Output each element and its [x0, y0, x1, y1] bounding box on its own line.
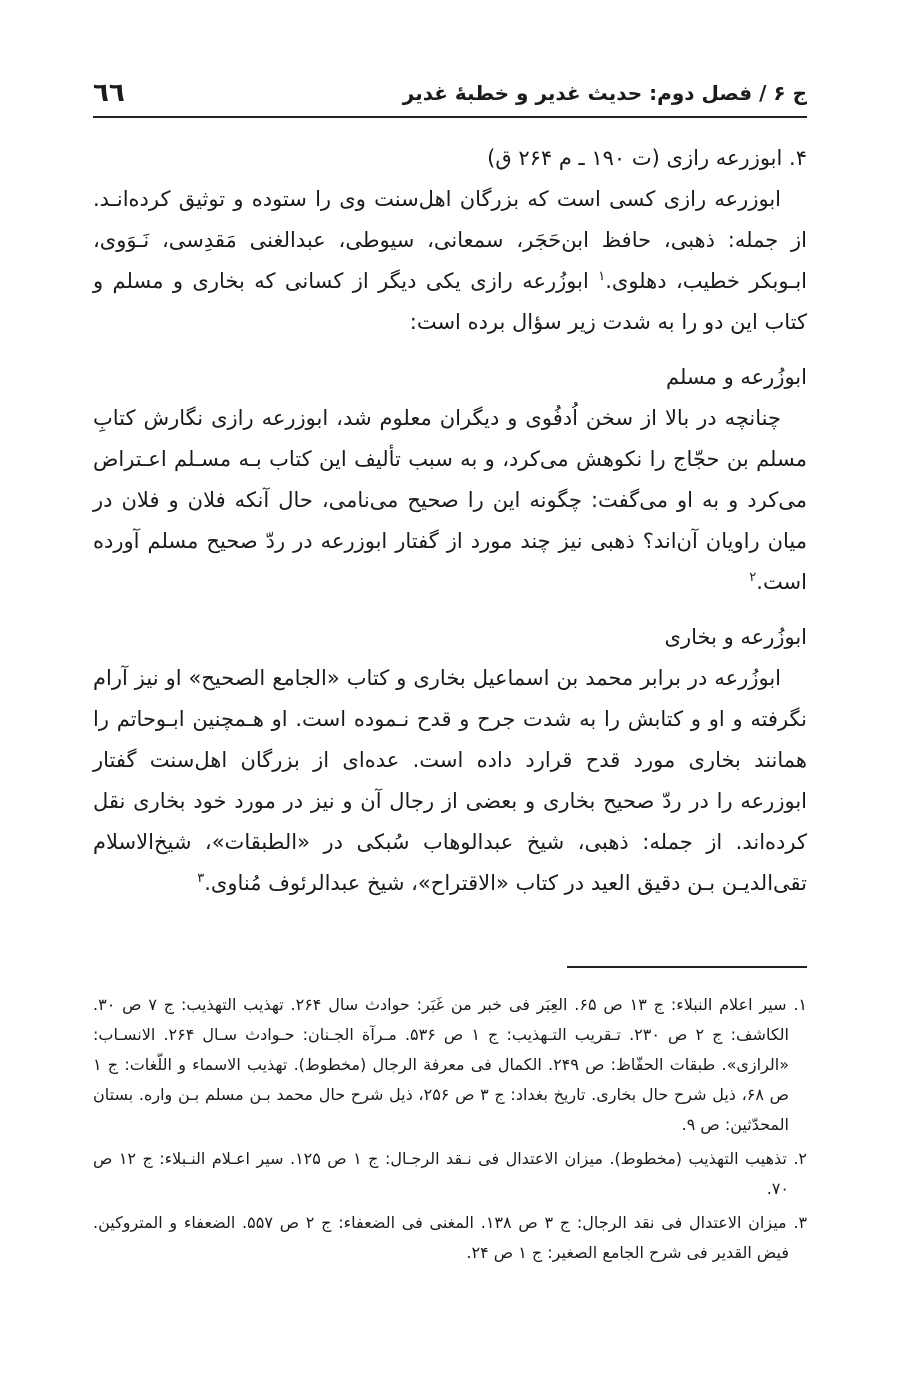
footnote-divider	[567, 966, 807, 968]
paragraph-text-cont: ابوزُرعه رازی یکی دیگر از کسانی که بخاری و مسلم و کتاب این دو را به شدت زیر سؤال برده است:	[93, 269, 807, 334]
subsection-title-muslim: ابوزُرعه و مسلم	[665, 365, 807, 389]
footnote-item: ٢. تذهیب التهذیب (مخطوط). میزان الاعتدال فی نـقد الرجـال: ج ١ ص ١٢۵. سیر اعـلام النـبلاء: ج ١٢ ص ٧٠.	[93, 1149, 808, 1198]
subsection-paragraph-bukhari	[93, 658, 807, 904]
footnote-ref: ٣	[197, 871, 205, 886]
footnote-item: ١. سیر اعلام النبلاء: ج ١٣ ص ۶۵. العِبَر فی خبر من غَبَر: حوادث سال ٢۶۴. تهذیب التهذیب: ج ٧ ص ٣٠. الکاشف: ج ٢ ص ٢٣٠. تـقریب التـهذیب: ج ١ ص ۵٣۶. مـرآة الجـنان: حـوادث سـال ٢۶۴. الانسـاب: «الرازی». طبقات الحفّاظ: ص ٢۴٩. الکمال فی معرفة الرجال (مخطوط). تهذیب الاسماء و اللّغات: ج ١ ص ۶٨، ذیل شرح حال بخاری. تاریخ بغداد: ج ٣ ص ٢۵۶، ذیل شرح حال محمد بـن مسلم بـن واره. بستان المحدّثین: ص ٩.	[93, 995, 808, 1134]
footnote-item: ٣. میزان الاعتدال فی نقد الرجال: ج ٣ ص ١٣٨. المغنی فی الضعفاء: ج ٢ ص ۵۵٧. الضعفاء و المتروکین. فیض القدیر فی شرح الجامع الصغیر: ج ١ ص ٢۴.	[93, 1213, 808, 1262]
running-title: ج ۶ / فصل دوم: حديث غدير و خطبهٔ غدير	[402, 81, 807, 105]
page-header	[93, 70, 807, 118]
section-paragraph	[93, 179, 807, 343]
page-number: ٦٦	[93, 78, 125, 108]
footnote-ref: ١	[598, 269, 606, 284]
paragraph-text: ابوزرعه رازی کسی است که بزرگان اهل‌سنت وی را ستوده و توثیق کرده‌انـد. از جمله: ذهبی، حافظ ابن‌حَجَر، سمعانی، سیوطی، عبدالغنی مَقدِسی، نَـوَوی، ابـوبکر خطیب، دهلوی.	[93, 187, 808, 293]
main-text	[93, 138, 807, 904]
footnote-ref: ٢	[749, 570, 757, 585]
footnotes	[93, 990, 807, 1272]
paragraph-text: ابوزُرعه در برابر محمد بن اسماعیل بخاری و کتاب «الجامع الصحیح» او نیز آرام نگرفته و او و کتابش را به شدت جرح و قدح نـموده است. او هـمچنین ابـوحاتم را همانند بخاری مورد قدح قرارد داده است. عده‌ای از بزرگان اهل‌سنت گفتار ابوزرعه را در ردّ صحیح بخاری و بعضی از رجال آن و نیز در مورد خود بخاری نقل کرده‌اند. از جمله: ذهبی، شیخ عبدالوهاب سُبکی در «الطبقات»، شیخ‌الاسلام تقی‌الدیـن بـن دقیق العید در کتاب «الاقتراح»، شیخ عبدالرئوف مُناوی.	[93, 666, 807, 895]
section-title: ۴. ابوزرعه رازی (ت ۱۹۰ ـ م ۲۶۴ ق)	[487, 146, 807, 170]
paragraph-text: چنانچه در بالا از سخن اُدفُوی و دیگران معلوم شد، ابوزرعه رازی نگارش کتابِ مسلم بن حجّاج را نکوهش می‌کرد، و به سبب تألیف این کتاب بـه مسـلم اعـتراض می‌کرد و به او می‌گفت: چگونه این را صحیح می‌نامی، حال آنکه فلان و فلان در میان راویان آن‌اند؟ ذهبی نیز چند مورد از گفتار ابوزرعه در ردّ صحیح مسلم آورده است.	[93, 406, 807, 594]
subsection-paragraph-muslim	[93, 398, 807, 603]
subsection-title-bukhari: ابوزُرعه و بخاری	[664, 625, 807, 649]
